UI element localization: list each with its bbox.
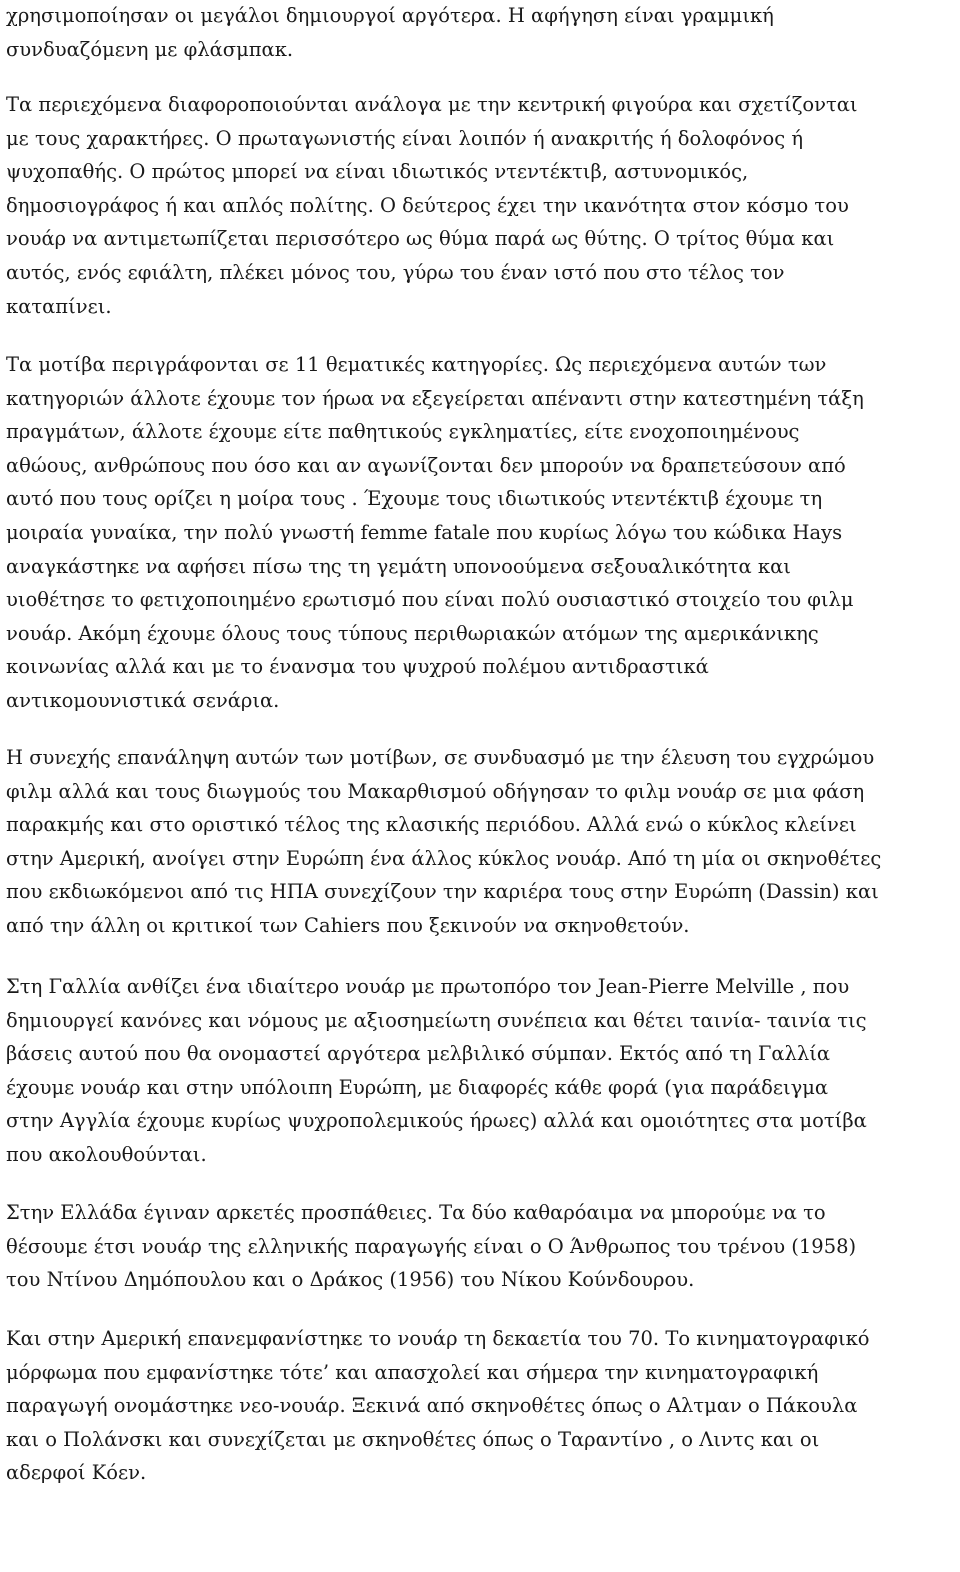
paragraph <box>6 0 946 66</box>
text-line: δημιουργεί κανόνες και νόμους με αξιοσημείωτη συνέπεια και θέτει ταινία- ταινία τις <box>6 1008 867 1032</box>
text-line: συνδυαζόμενη με φλάσμπακ. <box>6 37 294 61</box>
text-line: κατηγοριών άλλοτε έχουμε τον ήρωα να εξεγείρεται απέναντι στην κατεστημένη τάξη <box>6 386 864 410</box>
paragraph <box>6 1196 946 1297</box>
paragraph <box>6 970 946 1172</box>
text-line: Η συνεχής επανάληψη αυτών των μοτίβων, σε συνδυασμό με την έλευση του εγχρώμου <box>6 746 875 769</box>
text-line: παραγωγή ονομάστηκε νεο-νουάρ. Ξεκινά από σκηνοθέτες όπως ο Αλτμαν ο Πάκουλα <box>6 1394 858 1418</box>
text-line: Και στην Αμερική επανεμφανίστηκε το νουάρ τη δεκαετία του 70. Το κινηματογραφικό <box>6 1327 870 1350</box>
text-line: νουάρ. Ακόμη έχουμε όλους τους τύπους περιθωριακών ατόμων της αμερικάνικης <box>6 621 819 645</box>
text-line: βάσεις αυτού που θα ονομαστεί αργότερα μελβιλικό σύμπαν. Εκτός από τη Γαλλία <box>6 1042 831 1066</box>
paragraph <box>6 348 946 718</box>
text-line: κοινωνίας αλλά και με το ένανσμα του ψυχρού πολέμου αντιδραστικά <box>6 655 709 679</box>
text-line: παρακμής και στο οριστικό τέλος της κλασικής περιόδου. Αλλά ενώ ο κύκλος κλείνει <box>6 813 857 837</box>
text-line: από την άλλη οι κριτικοί των Cahiers που ξεκινούν να σκηνοθετούν. <box>6 913 690 937</box>
text-line: νουάρ να αντιμετωπίζεται περισσότερο ως θύμα παρά ως θύτης. Ο τρίτος θύμα και <box>6 227 835 251</box>
text-line: χρησιμοποίησαν οι μεγάλοι δημιουργοί αργότερα. Η αφήγηση είναι γραμμική <box>6 4 774 27</box>
text-line: καταπίνει. <box>6 294 112 318</box>
paragraph <box>6 88 946 323</box>
text-line: μόρφωμα που εμφανίστηκε τότε’ και απασχολεί και σήμερα την κινηματογραφική <box>6 1360 819 1384</box>
text-line: αδερφοί Κόεν. <box>6 1461 147 1485</box>
text-line: μοιραία γυναίκα, την πολύ γνωστή femme fatale που κυρίως λόγω του κώδικα Hays <box>6 520 843 544</box>
text-line: φιλμ αλλά και τους διωγμούς του Μακαρθισμού οδήγησαν το φιλμ νουάρ σε μια φάση <box>6 779 865 803</box>
text-line: θέσουμε έτσι νουάρ της ελληνικής παραγωγής είναι ο Ο Άνθρωπος του τρένου (1958) <box>6 1234 857 1258</box>
text-line: αναγκάστηκε να αφήσει πίσω της τη γεμάτη υπονοούμενα σεξουαλικότητα και <box>6 554 791 578</box>
text-line: αθώους, ανθρώπους που όσο και αν αγωνίζονται δεν μπορούν να δραπετεύσουν από <box>6 453 846 477</box>
text-line: και ο Πολάνσκι και συνεχίζεται με σκηνοθέτες όπως ο Ταραντίνο , ο Λιντς και οι <box>6 1427 820 1451</box>
text-line: Τα περιεχόμενα διαφοροποιούνται ανάλογα με την κεντρική φιγούρα και σχετίζονται <box>6 93 858 116</box>
text-line: υιοθέτησε το φετιχοποιημένο ερωτισμό που είναι πολύ ουσιαστικό στοιχείο του φιλμ <box>6 588 854 612</box>
text-line: έχουμε νουάρ και στην υπόλοιπη Ευρώπη, με διαφορές κάθε φορά (για παράδειγμα <box>6 1075 829 1099</box>
text-line: αντικομουνιστικά σενάρια. <box>6 688 280 712</box>
text-line: Τα μοτίβα περιγράφονται σε 11 θεματικές κατηγορίες. Ως περιεχόμενα αυτών των <box>6 353 827 376</box>
text-line: Στην Ελλάδα έγιναν αρκετές προσπάθειες. Τα δύο καθαρόαιμα να μπορούμε να το <box>6 1201 826 1224</box>
text-line: ψυχοπαθής. Ο πρώτος μπορεί να είναι ιδιωτικός ντεντέκτιβ, αστυνομικός, <box>6 160 749 184</box>
text-line: που εκδιωκόμενοι από τις ΗΠΑ συνεχίζουν την καριέρα τους στην Ευρώπη (Dassin) και <box>6 880 879 904</box>
text-line: δημοσιογράφος ή και απλός πολίτης. Ο δεύτερος έχει την ικανότητα στον κόσμο του <box>6 193 849 217</box>
paragraph <box>6 1322 946 1490</box>
text-line: Στη Γαλλία ανθίζει ένα ιδιαίτερο νουάρ με πρωτοπόρο τον Jean-Pierre Melville , που <box>6 975 850 998</box>
text-line: με τους χαρακτήρες. Ο πρωταγωνιστής είναι λοιπόν ή ανακριτής ή δολοφόνος ή <box>6 126 804 150</box>
text-line: του Ντίνου Δημόπουλου και ο Δράκος (1956) του Νίκου Κούνδουρου. <box>6 1268 695 1292</box>
text-line: στην Αγγλία έχουμε κυρίως ψυχροπολεμικούς ήρωες) αλλά και ομοιότητες στα μοτίβα <box>6 1109 867 1133</box>
text-line: στην Αμερική, ανοίγει στην Ευρώπη ένα άλλος κύκλος νουάρ. Από τη μία οι σκηνοθέτες <box>6 846 882 870</box>
text-line: πραγμάτων, άλλοτε έχουμε είτε παθητικούς εγκληματίες, είτε ενοχοποιημένους <box>6 420 800 444</box>
text-line: αυτός, ενός εφιάλτη, πλέκει μόνος του, γύρω του έναν ιστό που στο τέλος τον <box>6 260 785 284</box>
paragraph <box>6 741 946 943</box>
text-line: που ακολουθούνται. <box>6 1142 207 1166</box>
text-line: αυτό που τους ορίζει η μοίρα τους . Έχουμε τους ιδιωτικούς ντεντέκτιβ έχουμε τη <box>6 487 823 511</box>
